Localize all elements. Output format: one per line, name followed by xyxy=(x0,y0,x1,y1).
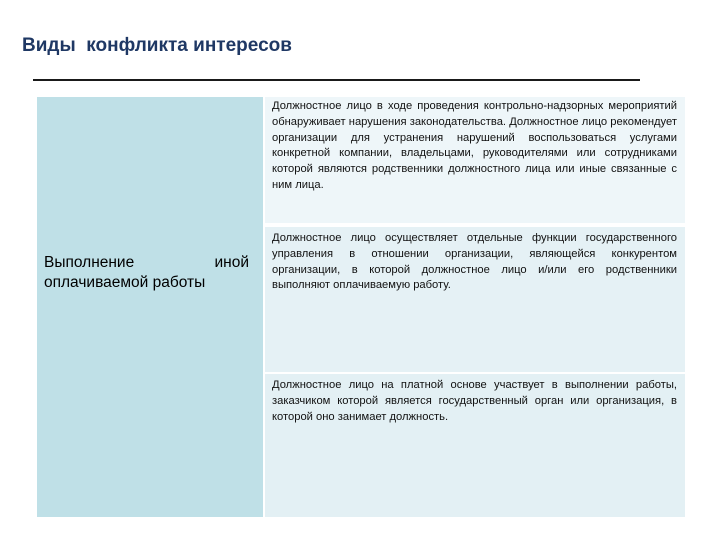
example-box-3 xyxy=(265,374,685,517)
example-text-2: Должностное лицо осуществляет отдельные функции государственного управления в отношении организации, являющейся конкурентом организации, в которой должностное лицо и/или его родственники выполняют оплачиваемую работу. xyxy=(272,232,677,292)
example-text-3: Должностное лицо на платной основе участвует в выполнении работы, заказчиком которой является государственный орган или организация, в которой оно занимает должность. xyxy=(272,379,677,423)
example-box-2 xyxy=(265,227,685,372)
example-box-1 xyxy=(265,97,685,223)
slide-title: Виды конфликта интересов xyxy=(22,35,292,56)
category-label: Выполнение иной оплачиваемой работы xyxy=(44,254,249,291)
example-text-1: Должностное лицо в ходе проведения контрольно-надзорных мероприятий обнаруживает нарушения законодательства. Должностное лицо рекомендует организации для устранения нарушений воспользоваться услугами конкретной компании, владельцами, руководителями или сотрудниками которой являются родственники должностного лица или иные связанные с ним лица. xyxy=(272,100,677,191)
category-panel xyxy=(37,97,263,517)
title-divider xyxy=(33,79,640,81)
